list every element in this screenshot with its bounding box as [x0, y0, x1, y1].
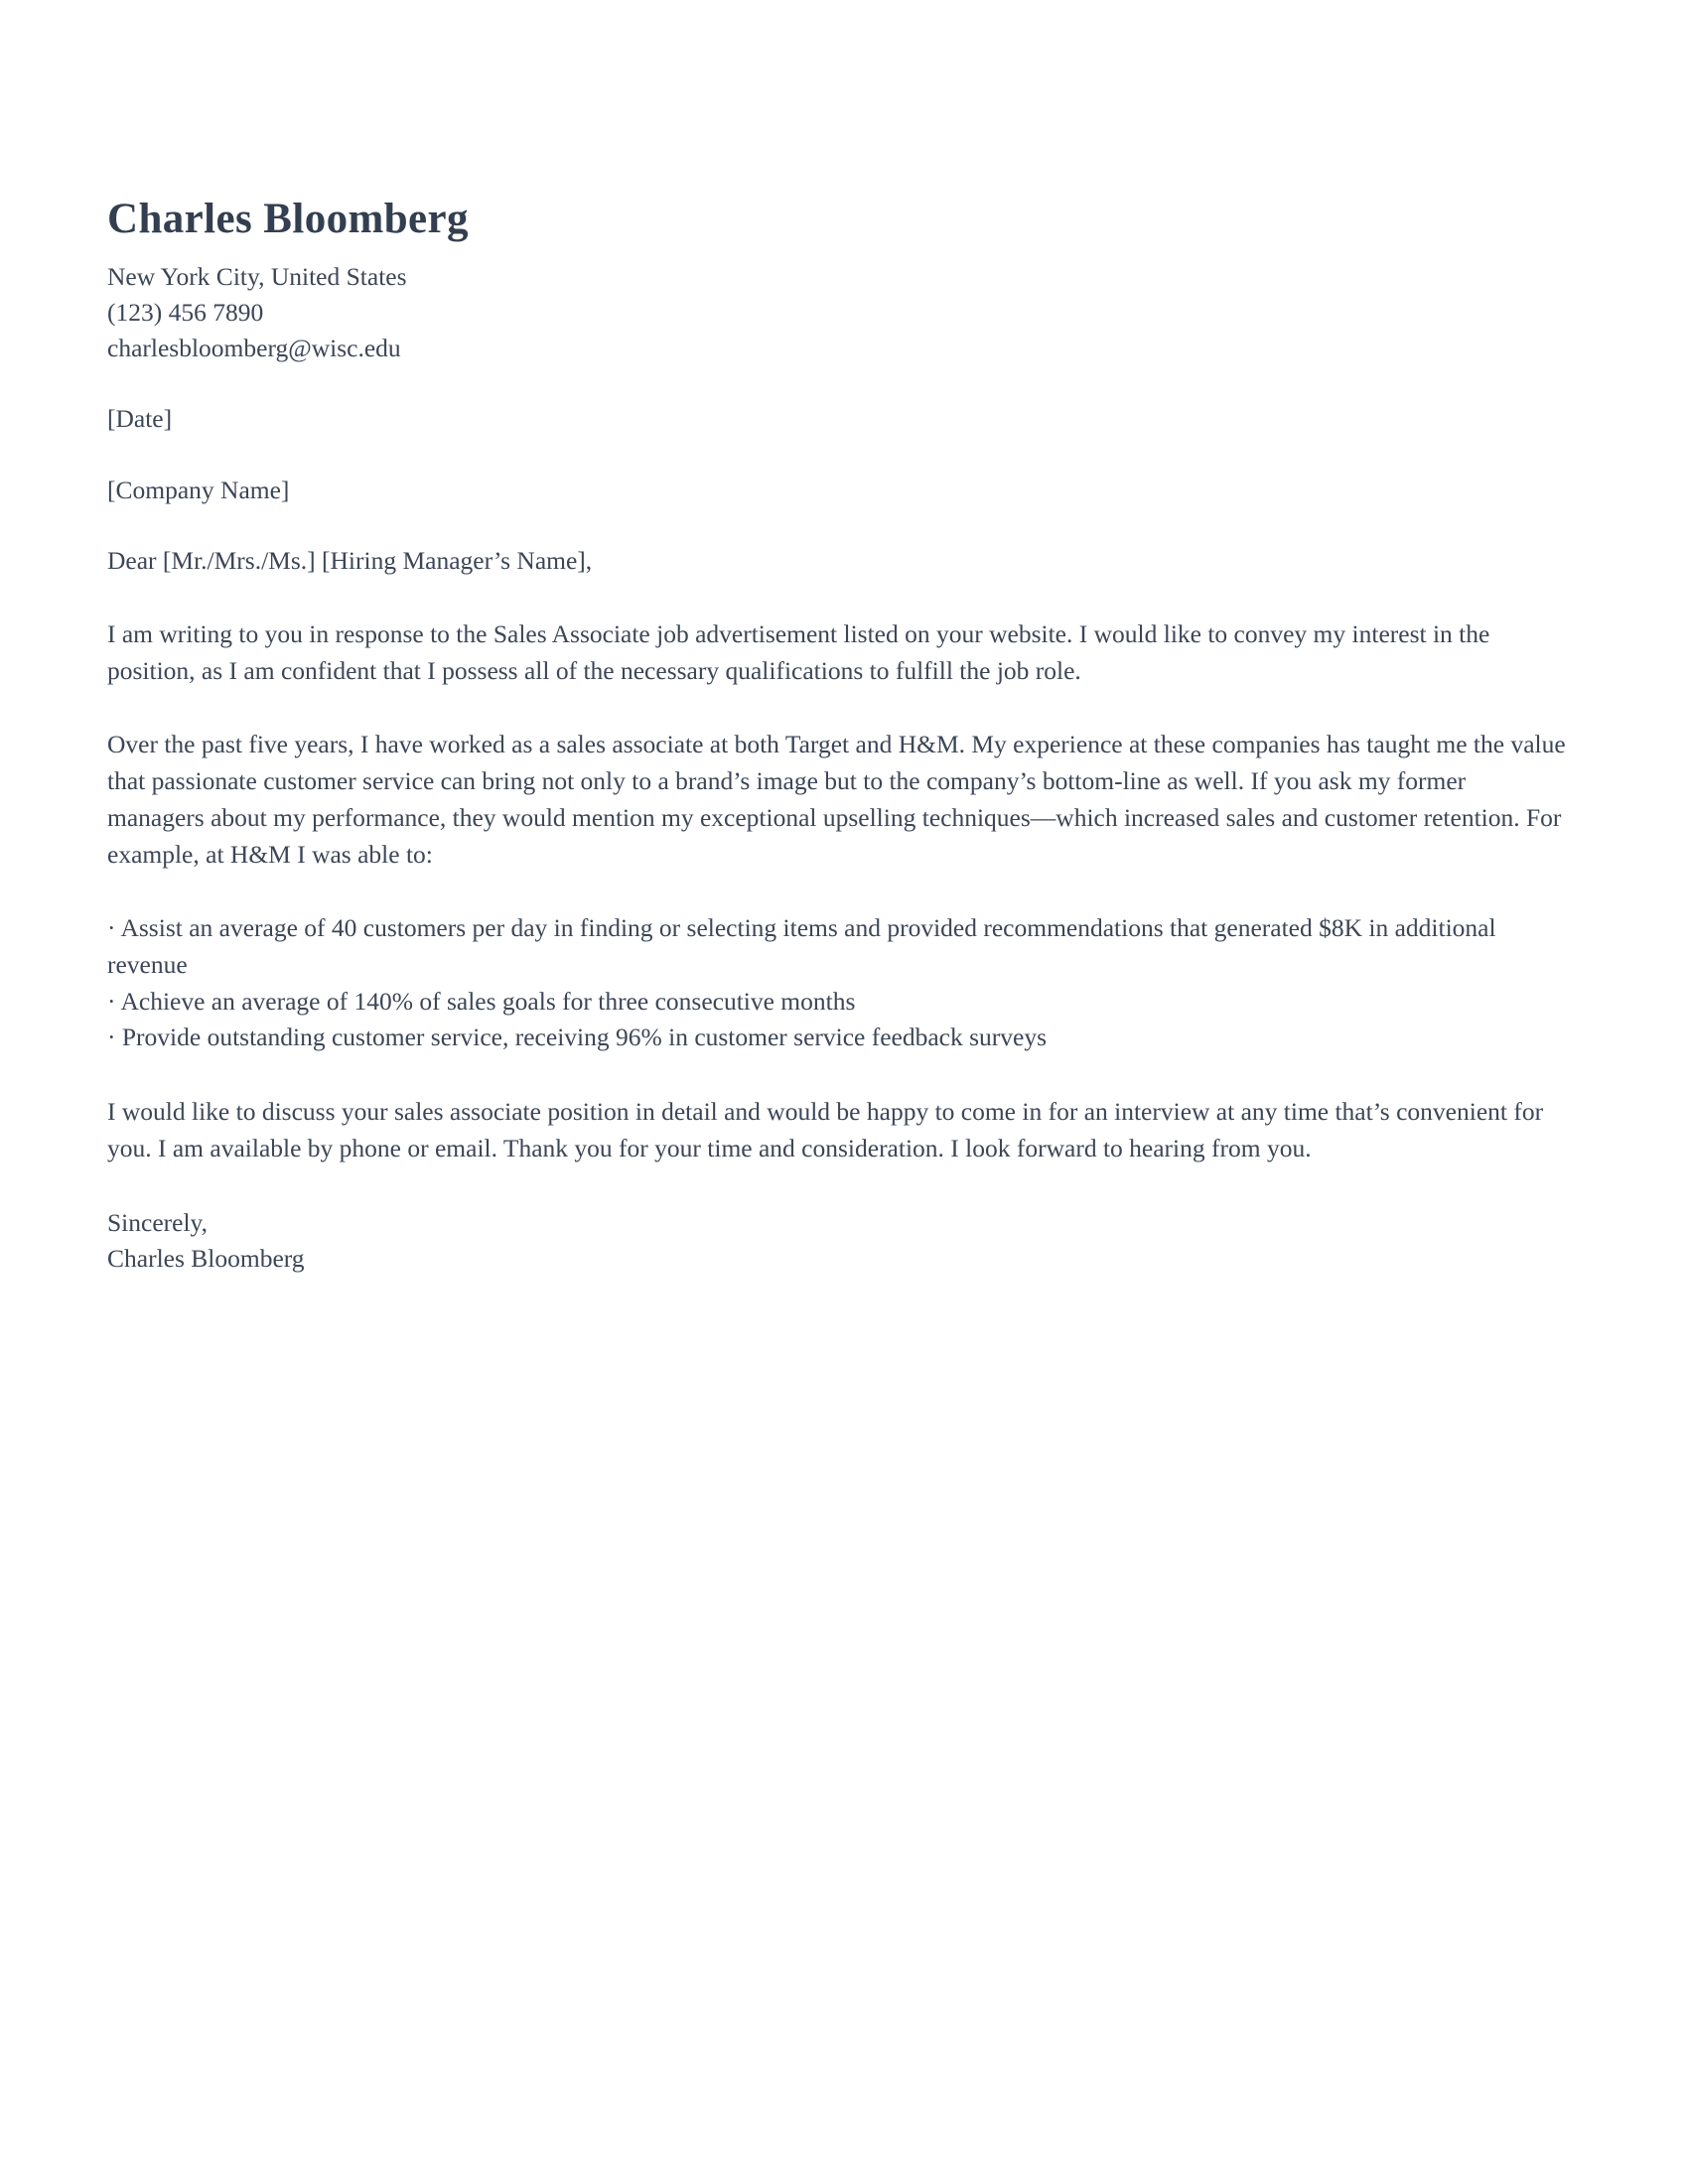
- contact-phone: (123) 456 7890: [107, 297, 264, 327]
- list-item: [107, 1020, 1569, 1056]
- contact-block: [107, 259, 1569, 367]
- contact-email: charlesbloomberg@wisc.edu: [107, 334, 401, 363]
- list-item: [107, 984, 1569, 1021]
- letter-content: [107, 195, 1569, 1277]
- page-title: Charles Bloomberg: [107, 196, 469, 242]
- closing-block: [107, 1205, 1569, 1277]
- body-paragraph-2: Over the past five years, I have worked as a sales associate at both Target and H&M. My experience at these companies has taught me the value that passionate customer service can bring not only to a brand’s image but to the company’s bottom-line as well. If you ask my former managers about my performance, they would mention my exceptional upselling techniques—which increased sales and customer retention. For example, at H&M I was able to:: [107, 730, 1566, 869]
- body-paragraph-3: I would like to discuss your sales associate position in detail and would be happy to come in for an interview at any time that’s convenient for you. I am available by phone or email. Thank you for your time and consideration. I look forward to hearing from you.: [107, 1097, 1544, 1162]
- body-paragraph-1: I am writing to you in response to the Sales Associate job advertisement listed on your website. I would like to convey my interest in the position, as I am confident that I possess all of the necessary qualifications to fulfill the job role.: [107, 618, 1490, 685]
- bullet-dot-icon: ·: [107, 913, 116, 943]
- list-item-text: Provide outstanding customer service, receiving 96% in customer service feedback surveys: [121, 1023, 1048, 1052]
- list-item-text: Achieve an average of 140% of sales goals for three consecutive months: [120, 986, 856, 1016]
- bullet-dot-icon: ·: [107, 986, 116, 1016]
- date-field[interactable]: [Date]: [107, 404, 173, 434]
- list-item: [107, 910, 1569, 983]
- bullet-dot-icon: ·: [107, 1023, 116, 1052]
- list-item-text: Assist an average of 40 customers per day in finding or selecting items and provided recommendations that generated $8K in additional revenue: [107, 913, 1496, 979]
- contact-location: New York City, United States: [107, 261, 407, 291]
- company-name-field[interactable]: [Company Name]: [107, 475, 290, 504]
- signature-name: Charles Bloomberg: [107, 1243, 305, 1273]
- achievements-list: [107, 910, 1569, 1056]
- salutation-line: Dear [Mr./Mrs./Ms.] [Hiring Manager’s Name],: [107, 545, 593, 575]
- sign-off: Sincerely,: [107, 1207, 209, 1237]
- spacer: [107, 366, 1569, 401]
